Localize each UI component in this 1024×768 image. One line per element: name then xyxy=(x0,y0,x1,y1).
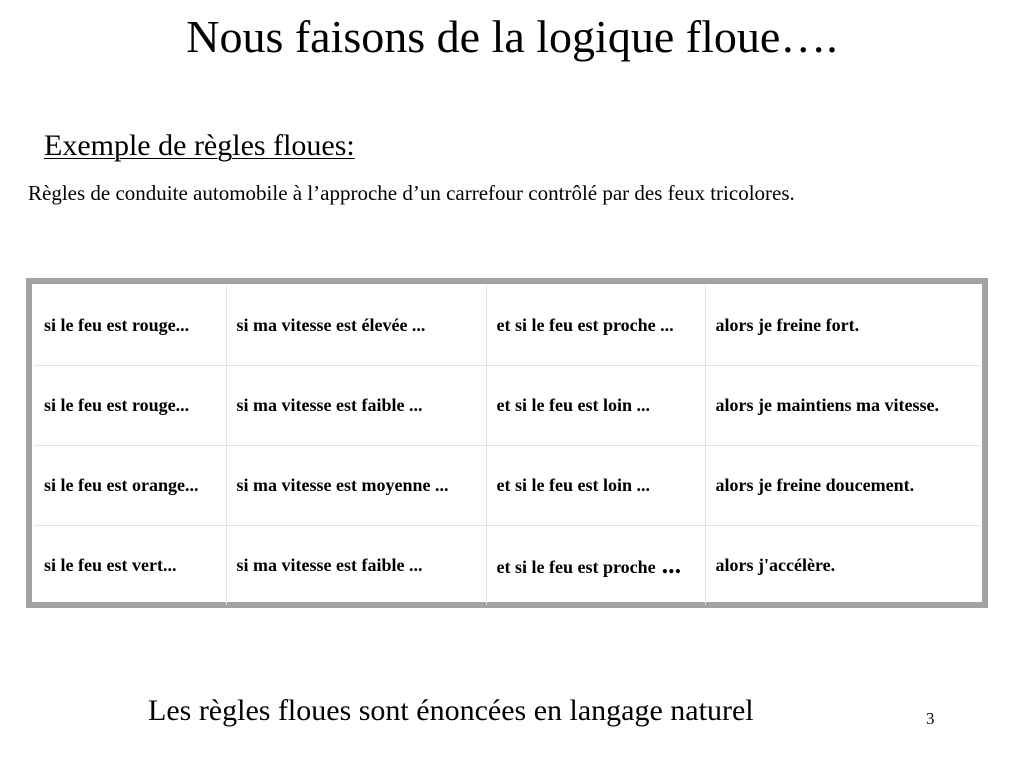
cell-vitesse: si ma vitesse est moyenne ... xyxy=(226,446,486,526)
footer-text: Les règles floues sont énoncées en langage naturel xyxy=(148,694,754,727)
page-number: 3 xyxy=(926,709,935,728)
cell-feu: si le feu est rouge... xyxy=(34,366,226,446)
cell-feu: si le feu est vert... xyxy=(34,526,226,606)
cell-feu: si le feu est rouge... xyxy=(34,286,226,366)
cell-distance-text: et si le feu est proche xyxy=(496,556,656,577)
cell-vitesse: si ma vitesse est élevée ... xyxy=(226,286,486,366)
cell-distance: et si le feu est loin ... xyxy=(486,366,705,446)
cell-distance xyxy=(486,526,705,606)
cell-action: alors j'accélère. xyxy=(715,555,836,575)
slide-description: Règles de conduite automobile à l’approche d’un carrefour contrôlé par des feux tricolores. xyxy=(28,181,795,205)
table-row xyxy=(34,526,980,606)
cell-action: alors je freine doucement. xyxy=(705,446,980,526)
cell-distance-ellipsis: ... xyxy=(661,549,682,579)
rules-table-frame xyxy=(26,278,988,608)
slide-title: Nous faisons de la logique floue…. xyxy=(186,11,838,62)
table-row xyxy=(34,286,980,366)
section-heading: Exemple de règles floues: xyxy=(44,129,355,162)
rules-table xyxy=(34,286,980,605)
cell-vitesse: si ma vitesse est faible ... xyxy=(226,366,486,446)
cell-distance: et si le feu est proche ... xyxy=(486,286,705,366)
cell-action: alors je freine fort. xyxy=(705,286,980,366)
cell-feu: si le feu est orange... xyxy=(34,446,226,526)
cell-vitesse: si ma vitesse est faible ... xyxy=(226,526,486,606)
table-row xyxy=(34,446,980,526)
cell-distance: et si le feu est loin ... xyxy=(486,446,705,526)
cell-action: alors je maintiens ma vitesse. xyxy=(705,366,980,446)
table-row xyxy=(34,366,980,446)
